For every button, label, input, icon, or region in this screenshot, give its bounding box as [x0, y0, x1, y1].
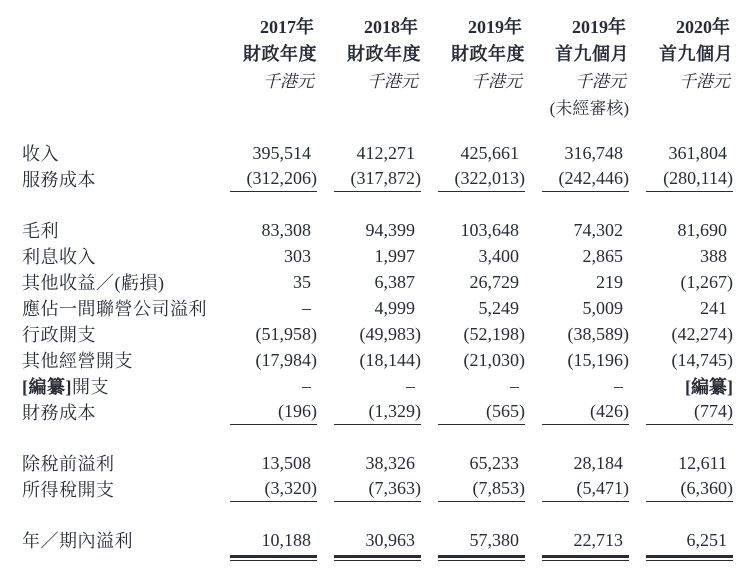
- row-label: 所得稅開支: [22, 480, 115, 500]
- col-header-unit: 千港元: [471, 72, 522, 91]
- col-header-unit: 千港元: [679, 72, 730, 91]
- table-row: [22, 269, 750, 295]
- col-header-year: 2020年: [676, 16, 730, 37]
- cell-value: 3,400: [478, 245, 519, 266]
- col-header-note: [438, 93, 525, 120]
- row-label: 利息收入: [22, 247, 96, 267]
- col-header-note: [646, 93, 733, 120]
- col-header-year: 2019年: [572, 16, 626, 37]
- double-total-rule: [22, 555, 750, 565]
- cell-value: 425,661: [460, 142, 519, 163]
- header-body-gap: [22, 120, 750, 140]
- cell-value: (1,329): [334, 399, 421, 425]
- cell-value: 57,380: [469, 529, 519, 550]
- cell-value: 395,514: [252, 142, 311, 163]
- cell-value: –: [406, 375, 415, 396]
- table-row: [22, 166, 750, 192]
- cell-value: 1,997: [374, 245, 415, 266]
- table-row: [22, 217, 750, 243]
- row-label: 毛利: [22, 221, 59, 241]
- cell-value: (18,144): [359, 349, 421, 370]
- double-rule-segment: [542, 555, 629, 561]
- header-label-spacer: [22, 66, 213, 93]
- col-header-period: 財政年度: [243, 43, 317, 64]
- section-gap: [22, 425, 750, 450]
- cell-value: 74,302: [573, 219, 623, 240]
- table-row: [22, 347, 750, 373]
- cell-value: (196): [230, 399, 317, 425]
- cell-value: (426): [542, 399, 629, 425]
- header-unit-row: [22, 66, 750, 93]
- cell-value: 103,648: [460, 219, 519, 240]
- table-row: [22, 321, 750, 347]
- cell-value: 6,251: [686, 529, 727, 550]
- cell-value: 388: [700, 245, 727, 266]
- col-header-unit: 千港元: [575, 72, 626, 91]
- cell-value: 13,508: [261, 452, 311, 473]
- cell-value: (49,983): [359, 323, 421, 344]
- header-label-spacer: [22, 12, 213, 39]
- row-label: 除稅前溢利: [22, 454, 115, 474]
- double-rule-segment: [646, 555, 733, 561]
- cell-value: (21,030): [463, 349, 525, 370]
- cell-value: 303: [284, 245, 311, 266]
- cell-value: (5,471): [542, 476, 629, 502]
- row-label: 年／期內溢利: [22, 531, 133, 551]
- cell-value: 28,184: [573, 452, 623, 473]
- cell-value: (42,274): [671, 323, 733, 344]
- header-label-spacer: [22, 39, 213, 66]
- cell-value: 5,009: [582, 297, 623, 318]
- col-header-period: 財政年度: [347, 43, 421, 64]
- table-row: [22, 527, 750, 553]
- col-header-note: [230, 93, 317, 120]
- cell-value: 65,233: [469, 452, 519, 473]
- cell-value: (774): [646, 399, 733, 425]
- col-header-year: 2019年: [468, 16, 522, 37]
- double-rule-segment: [438, 555, 525, 561]
- row-label: 其他收益／(虧損): [22, 273, 165, 293]
- header-note-row: [22, 93, 750, 120]
- cell-value: 316,748: [564, 142, 623, 163]
- col-header-period: 財政年度: [451, 43, 525, 64]
- header-period-row: [22, 39, 750, 66]
- cell-value: 30,963: [365, 529, 415, 550]
- cell-value: (51,958): [255, 323, 317, 344]
- row-label: 應佔一間聯營公司溢利: [22, 299, 207, 319]
- table-row: [22, 243, 750, 269]
- cell-value: (6,360): [646, 476, 733, 502]
- col-header-year: 2017年: [260, 16, 314, 37]
- table-row: [22, 399, 750, 425]
- cell-value: [編纂]: [685, 377, 733, 397]
- row-label: 服務成本: [22, 170, 96, 190]
- table-row: [22, 295, 750, 321]
- header-year-row: [22, 12, 750, 39]
- table-row: [22, 450, 750, 476]
- cell-value: (565): [438, 399, 525, 425]
- cell-value: –: [614, 375, 623, 396]
- cell-value: (52,198): [463, 323, 525, 344]
- cell-value: 5,249: [478, 297, 519, 318]
- header-label-spacer: [22, 93, 213, 120]
- col-header-period: 首九個月: [659, 43, 733, 64]
- cell-value: –: [302, 375, 311, 396]
- table-row: [22, 140, 750, 166]
- cell-value: (15,196): [567, 349, 629, 370]
- cell-value: (280,114): [646, 166, 733, 192]
- section-gap: [22, 192, 750, 217]
- cell-value: 10,188: [261, 529, 311, 550]
- section-gap: [22, 502, 750, 527]
- cell-value: (242,446): [542, 166, 629, 192]
- cell-value: 2,865: [582, 245, 623, 266]
- cell-value: (1,267): [680, 271, 733, 292]
- col-header-note: [334, 93, 421, 120]
- cell-value: (38,589): [567, 323, 629, 344]
- cell-value: 12,611: [678, 452, 727, 473]
- double-rule-segment: [334, 555, 421, 561]
- table-body: [22, 140, 750, 565]
- cell-value: 219: [596, 271, 623, 292]
- cell-value: 241: [700, 297, 727, 318]
- col-header-note: (未經審核): [549, 99, 629, 118]
- cell-value: (317,872): [334, 166, 421, 192]
- table-row: [22, 373, 750, 399]
- row-label: 財務成本: [22, 403, 96, 423]
- cell-value: (14,745): [671, 349, 733, 370]
- cell-value: (7,853): [438, 476, 525, 502]
- cell-value: 22,713: [573, 529, 623, 550]
- cell-value: (312,206): [230, 166, 317, 192]
- cell-value: 412,271: [356, 142, 415, 163]
- cell-value: 38,326: [365, 452, 415, 473]
- row-label: [編纂] 開支: [22, 377, 109, 397]
- cell-value: (17,984): [255, 349, 317, 370]
- cell-value: 81,690: [677, 219, 727, 240]
- cell-value: 94,399: [365, 219, 415, 240]
- col-header-period: 首九個月: [555, 43, 629, 64]
- cell-value: 35: [293, 271, 311, 292]
- cell-value: (7,363): [334, 476, 421, 502]
- col-header-unit: 千港元: [263, 72, 314, 91]
- table-row: [22, 476, 750, 502]
- table-header: [22, 12, 750, 120]
- rule-spacer: [22, 555, 213, 565]
- cell-value: –: [302, 297, 311, 318]
- row-label: 其他經營開支: [22, 351, 133, 371]
- row-label: 行政開支: [22, 325, 96, 345]
- col-header-unit: 千港元: [367, 72, 418, 91]
- double-rule-segment: [230, 555, 317, 561]
- cell-value: 4,999: [374, 297, 415, 318]
- cell-value: 361,804: [668, 142, 727, 163]
- row-label: 收入: [22, 144, 59, 164]
- cell-value: 26,729: [469, 271, 519, 292]
- cell-value: 83,308: [261, 219, 311, 240]
- cell-value: (322,013): [438, 166, 525, 192]
- cell-value: –: [510, 375, 519, 396]
- cell-value: (3,320): [230, 476, 317, 502]
- col-header-year: 2018年: [364, 16, 418, 37]
- cell-value: 6,387: [374, 271, 415, 292]
